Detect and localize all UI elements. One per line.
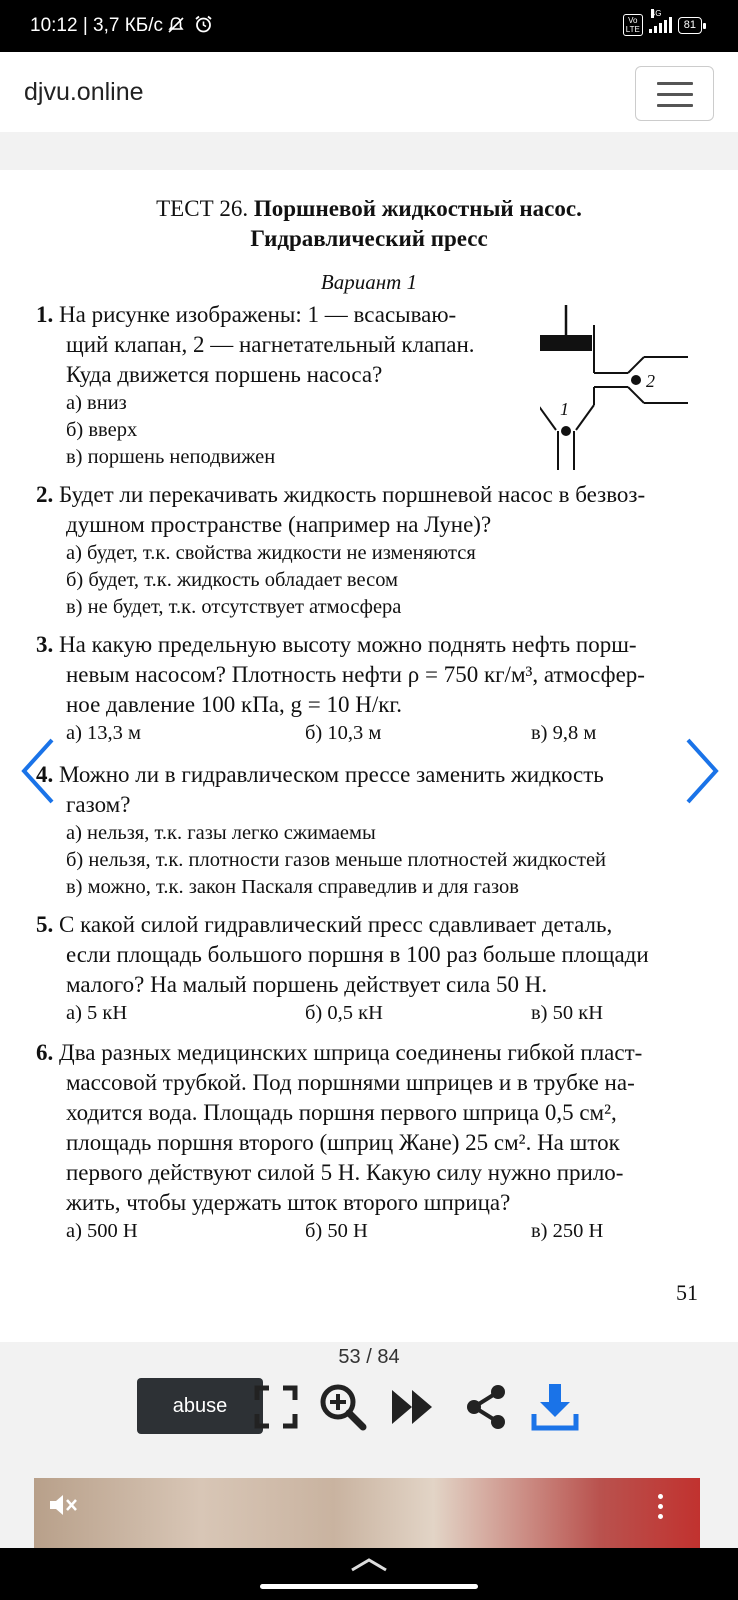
q2-option-c: в) не будет, т.к. отсутствует атмосфера (66, 596, 402, 618)
q2-option-a: а) будет, т.к. свойства жидкости не изменяются (66, 542, 476, 564)
q2-option-b: б) будет, т.к. жидкость обладает весом (66, 569, 399, 591)
q5-option-a: а) 5 кН (66, 1002, 128, 1024)
document-page: ТЕСТ 26. Поршневой жидкостный насос. Гидравлический пресс Вариант 1 1. На рисунке изображены: 1 — всасываю- щий клапан, 2 — нагнетательный клапан. Куда движется поршень насоса? а) вниз б) вверх в) поршень неподвижен 2 1 2. Будет ли перекачивать жидкость поршневой насос в безвоз- душном пространстве (например на Луне)? а) будет, т.к. свойства жидкости не изменяются б) будет, т.к. жидкость обладает весом в) не будет, т.к. отсутствует атмосфера 3. На какую предельную высоту можно поднять нефть порш- невым насосом? Плотность нефти ρ = 750 кг/м³, атмосфер- ное давление 100 кПа, g = 10 Н/кг. а) 13,3 м б) 10,3 м в) 9,8 м 4. Можно ли в гидравлическом прессе заменить жидкость газом? а) нельзя, т.к. газы легко сжимаемы б) нельзя, т.к. плотности газов меньше плотностей жидкостей в) можно, т.к. закон Паскаля справедлив и для газов 5. С какой силой гидравлический пресс сдавливает деталь, если площадь большого поршня в 100 раз больше площади малого? На малый поршень действует сила 50 Н. а) 5 кН б) 0,5 кН в) 50 кН 6. Два разных медицинских шприца соединены гибкой пласт- массовой трубкой. Под поршнями шприцев и в трубке на- ходится вода. Площадь поршня первого шприца 0,5 см², площадь поршня второго (шприц Жане) 25 см². На шток первого действуют силой 5 Н. Какую силу нужно прило- жить, чтобы удержать шток второго шприца? а) 500 Н б) 50 Н в) 250 Н 51 (0, 170, 738, 1342)
q1-option-a: а) вниз (66, 392, 127, 414)
hamburger-icon (657, 82, 693, 85)
q4-option-c: в) можно, т.к. закон Паскаля справедлив и для газов (66, 876, 519, 898)
q6-option-b: б) 50 Н (305, 1220, 368, 1242)
separator (0, 132, 738, 170)
menu-button[interactable] (635, 66, 714, 121)
status-bar (0, 0, 738, 52)
fullscreen-icon[interactable] (251, 1382, 301, 1432)
variant-label: Вариант 1 (320, 270, 418, 294)
viewer-toolbar (0, 1342, 738, 1452)
q1-option-c: в) поршень неподвижен (66, 446, 276, 468)
network-type: 4G (650, 9, 662, 18)
q1-option-b: б) вверх (66, 419, 138, 441)
prev-page-button[interactable] (18, 736, 58, 806)
q3-option-c: в) 9,8 м (531, 722, 597, 744)
mute-notifications-icon (167, 16, 185, 34)
q3-option-b: б) 10,3 м (305, 722, 382, 744)
ad-banner[interactable] (34, 1478, 700, 1548)
page-title: ТЕСТ 26. Поршневой жидкостный насос. (156, 196, 582, 221)
q4-option-a: а) нельзя, т.к. газы легко сжимаемы (66, 822, 376, 844)
chevron-up-icon[interactable] (350, 1556, 388, 1572)
next-page-button[interactable] (682, 736, 722, 806)
status-time: 10:12 | 3,7 КБ/с (30, 15, 164, 36)
q5-option-b: б) 0,5 кН (305, 1002, 383, 1024)
abuse-button[interactable]: abuse (137, 1378, 263, 1434)
share-icon[interactable] (462, 1382, 512, 1432)
q6-option-c: в) 250 Н (531, 1220, 604, 1242)
battery-level: 81 (683, 18, 696, 31)
download-icon[interactable] (530, 1382, 580, 1432)
site-header (0, 52, 738, 132)
q3-option-a: а) 13,3 м (66, 722, 142, 744)
mute-icon[interactable] (48, 1492, 78, 1518)
page-number: 51 (676, 1280, 698, 1305)
alarm-icon (194, 15, 213, 34)
volte-icon: Vo LTE (623, 14, 643, 36)
pump-diagram (540, 305, 710, 475)
q6-option-a: а) 500 Н (66, 1220, 138, 1242)
q4-option-b: б) нельзя, т.к. плотности газов меньше плотностей жидкостей (66, 849, 607, 871)
question-6: 6. Два разных медицинских шприца соединены гибкой пласт- (36, 1040, 643, 1065)
fast-forward-icon[interactable] (388, 1382, 438, 1432)
more-options-icon[interactable] (658, 1494, 664, 1524)
page-counter: 53 / 84 (338, 1346, 400, 1368)
status-icons (167, 15, 213, 36)
question-1: 1. На рисунке изображены: 1 — всасываю- (36, 302, 457, 327)
question-5: 5. С какой силой гидравлический пресс сдавливает деталь, (36, 912, 613, 937)
diagram-label-1: 1 (560, 399, 569, 419)
diagram-label-2: 2 (646, 371, 655, 391)
battery-icon (678, 17, 702, 34)
site-name[interactable]: djvu.online (24, 78, 144, 106)
question-4: 4. Можно ли в гидравлическом прессе заменить жидкость (36, 762, 604, 787)
question-3: 3. На какую предельную высоту можно поднять нефть порш- (36, 632, 637, 657)
zoom-in-icon[interactable] (318, 1382, 368, 1432)
q5-option-c: в) 50 кН (531, 1002, 604, 1024)
page-subtitle: Гидравлический пресс (250, 226, 488, 251)
home-indicator[interactable] (260, 1584, 478, 1589)
question-2: 2. Будет ли перекачивать жидкость поршневой насос в безвоз- (36, 482, 646, 507)
signal-icon (649, 9, 672, 33)
system-nav-bar (0, 1548, 738, 1600)
